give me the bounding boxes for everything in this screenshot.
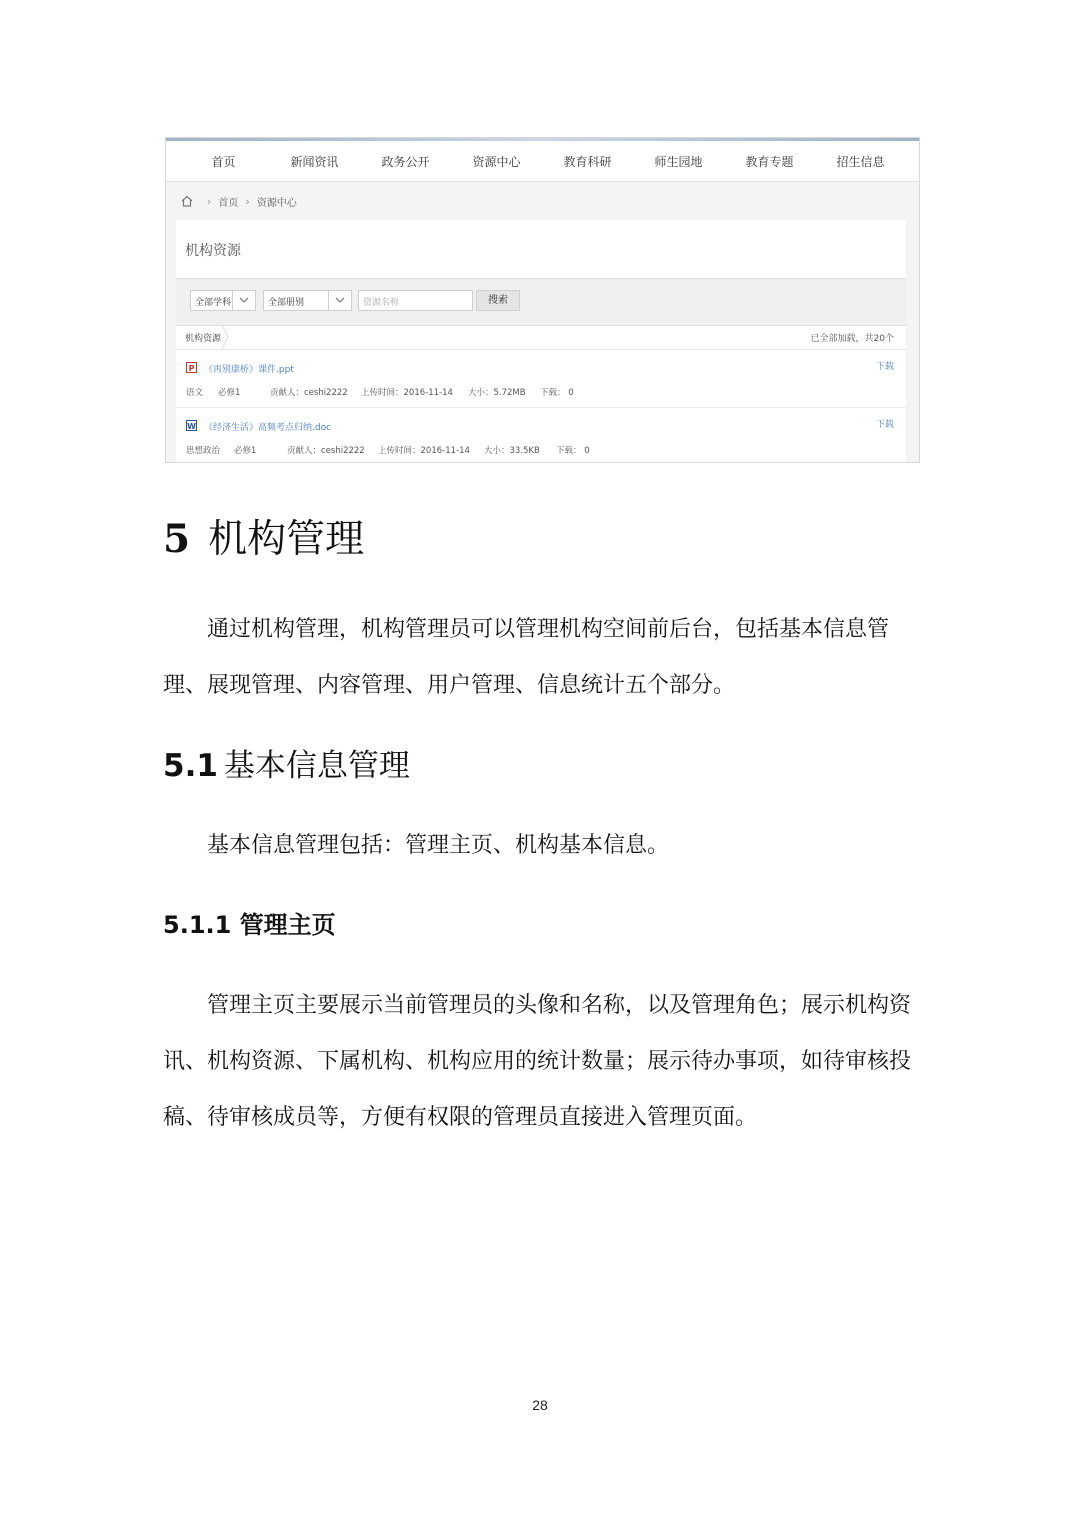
powerpoint-file-icon: P (186, 362, 197, 373)
download-link[interactable]: 下载 (875, 362, 894, 372)
home-icon[interactable] (180, 194, 194, 208)
homepage-paragraph: 管理主页主要展示当前管理员的头像和名称，以及管理角色；展示机构资讯、机构资源、下属机构、机构应用的统计数量；展示待办事项，如待审核投稿、待审核成员等，方便有权限的管理员直接进入管理页面。 (163, 993, 912, 1130)
chevron-down-icon (232, 291, 255, 310)
resource-upload-time: 上传时间：2016-11-14 (361, 388, 453, 398)
tab-edge-icon (222, 325, 230, 349)
subsubsection-heading: 5.1.1 管理主页 (163, 911, 336, 939)
resource-contributor: 贡献人：ceshi2222 (270, 388, 348, 398)
subsection-number: 5.1 (163, 748, 218, 784)
nav-item-topics[interactable]: 教育专题 (745, 154, 794, 169)
section-heading (163, 508, 364, 564)
breadcrumb-home[interactable]: 首页 (218, 197, 239, 209)
download-link[interactable]: 下载 (875, 420, 894, 430)
list-header (176, 325, 906, 350)
subject-select[interactable] (190, 290, 256, 311)
embedded-screenshot (165, 137, 920, 463)
resource-contributor: 贡献人：ceshi2222 (287, 446, 365, 456)
resource-upload-time: 上传时间：2016-11-14 (378, 446, 470, 456)
resource-volume: 必修1 (234, 446, 257, 456)
resource-downloads: 下载： 0 (540, 388, 574, 398)
chevron-right-icon: › (245, 194, 250, 208)
resource-downloads: 下载： 0 (556, 446, 590, 456)
volume-select-value: 全部册别 (268, 298, 305, 308)
resource-panel (176, 220, 906, 463)
list-count: 已全部加载，共20个 (810, 334, 894, 344)
breadcrumb-resources[interactable]: 资源中心 (256, 197, 297, 209)
nav-item-home[interactable]: 首页 (211, 154, 236, 169)
resource-title-link[interactable]: 《再别康桥》课件.ppt (204, 365, 294, 375)
resource-title-link[interactable]: 《经济生活》高频考点归纳.doc (204, 423, 332, 433)
word-file-icon: W (187, 422, 196, 431)
resource-subject: 语文 (186, 388, 204, 398)
main-nav (166, 141, 919, 182)
chevron-right-icon: › (207, 194, 212, 208)
subsection-paragraph: 基本信息管理包括：管理主页、机构基本信息。 (207, 833, 670, 858)
list-item (176, 350, 906, 408)
nav-item-government[interactable]: 政务公开 (381, 154, 430, 169)
nav-item-news[interactable]: 新闻资讯 (290, 154, 339, 169)
subsection-heading (163, 740, 410, 785)
filter-bar (176, 278, 906, 326)
list-tab-label[interactable]: 机构资源 (185, 334, 222, 344)
subject-select-value: 全部学科 (195, 298, 232, 308)
panel-title: 机构资源 (185, 243, 241, 259)
page-number: 28 (532, 1397, 548, 1413)
resource-search-input[interactable]: 资源名称 (358, 290, 473, 311)
search-button[interactable]: 搜索 (476, 290, 520, 311)
nav-item-enrollment[interactable]: 招生信息 (836, 154, 885, 169)
nav-item-resources[interactable]: 资源中心 (472, 154, 521, 169)
volume-select[interactable] (263, 290, 352, 311)
nav-item-campus[interactable]: 师生园地 (654, 154, 703, 169)
resource-size: 大小：33.5KB (484, 446, 540, 456)
resource-volume: 必修1 (218, 388, 241, 398)
intro-paragraph: 通过机构管理，机构管理员可以管理机构空间前后台，包括基本信息管理、展现管理、内容管理、用户管理、信息统计五个部分。 (163, 617, 890, 698)
nav-item-research[interactable]: 教育科研 (563, 154, 612, 169)
resource-size: 大小：5.72MB (468, 388, 526, 398)
list-item (176, 408, 906, 463)
resource-subject: 思想政治 (186, 446, 221, 456)
chevron-down-icon (328, 291, 351, 310)
subsection-title: 基本信息管理 (223, 748, 410, 784)
section-title: 机构管理 (208, 517, 365, 562)
section-number: 5 (163, 516, 191, 562)
breadcrumb (166, 182, 919, 220)
